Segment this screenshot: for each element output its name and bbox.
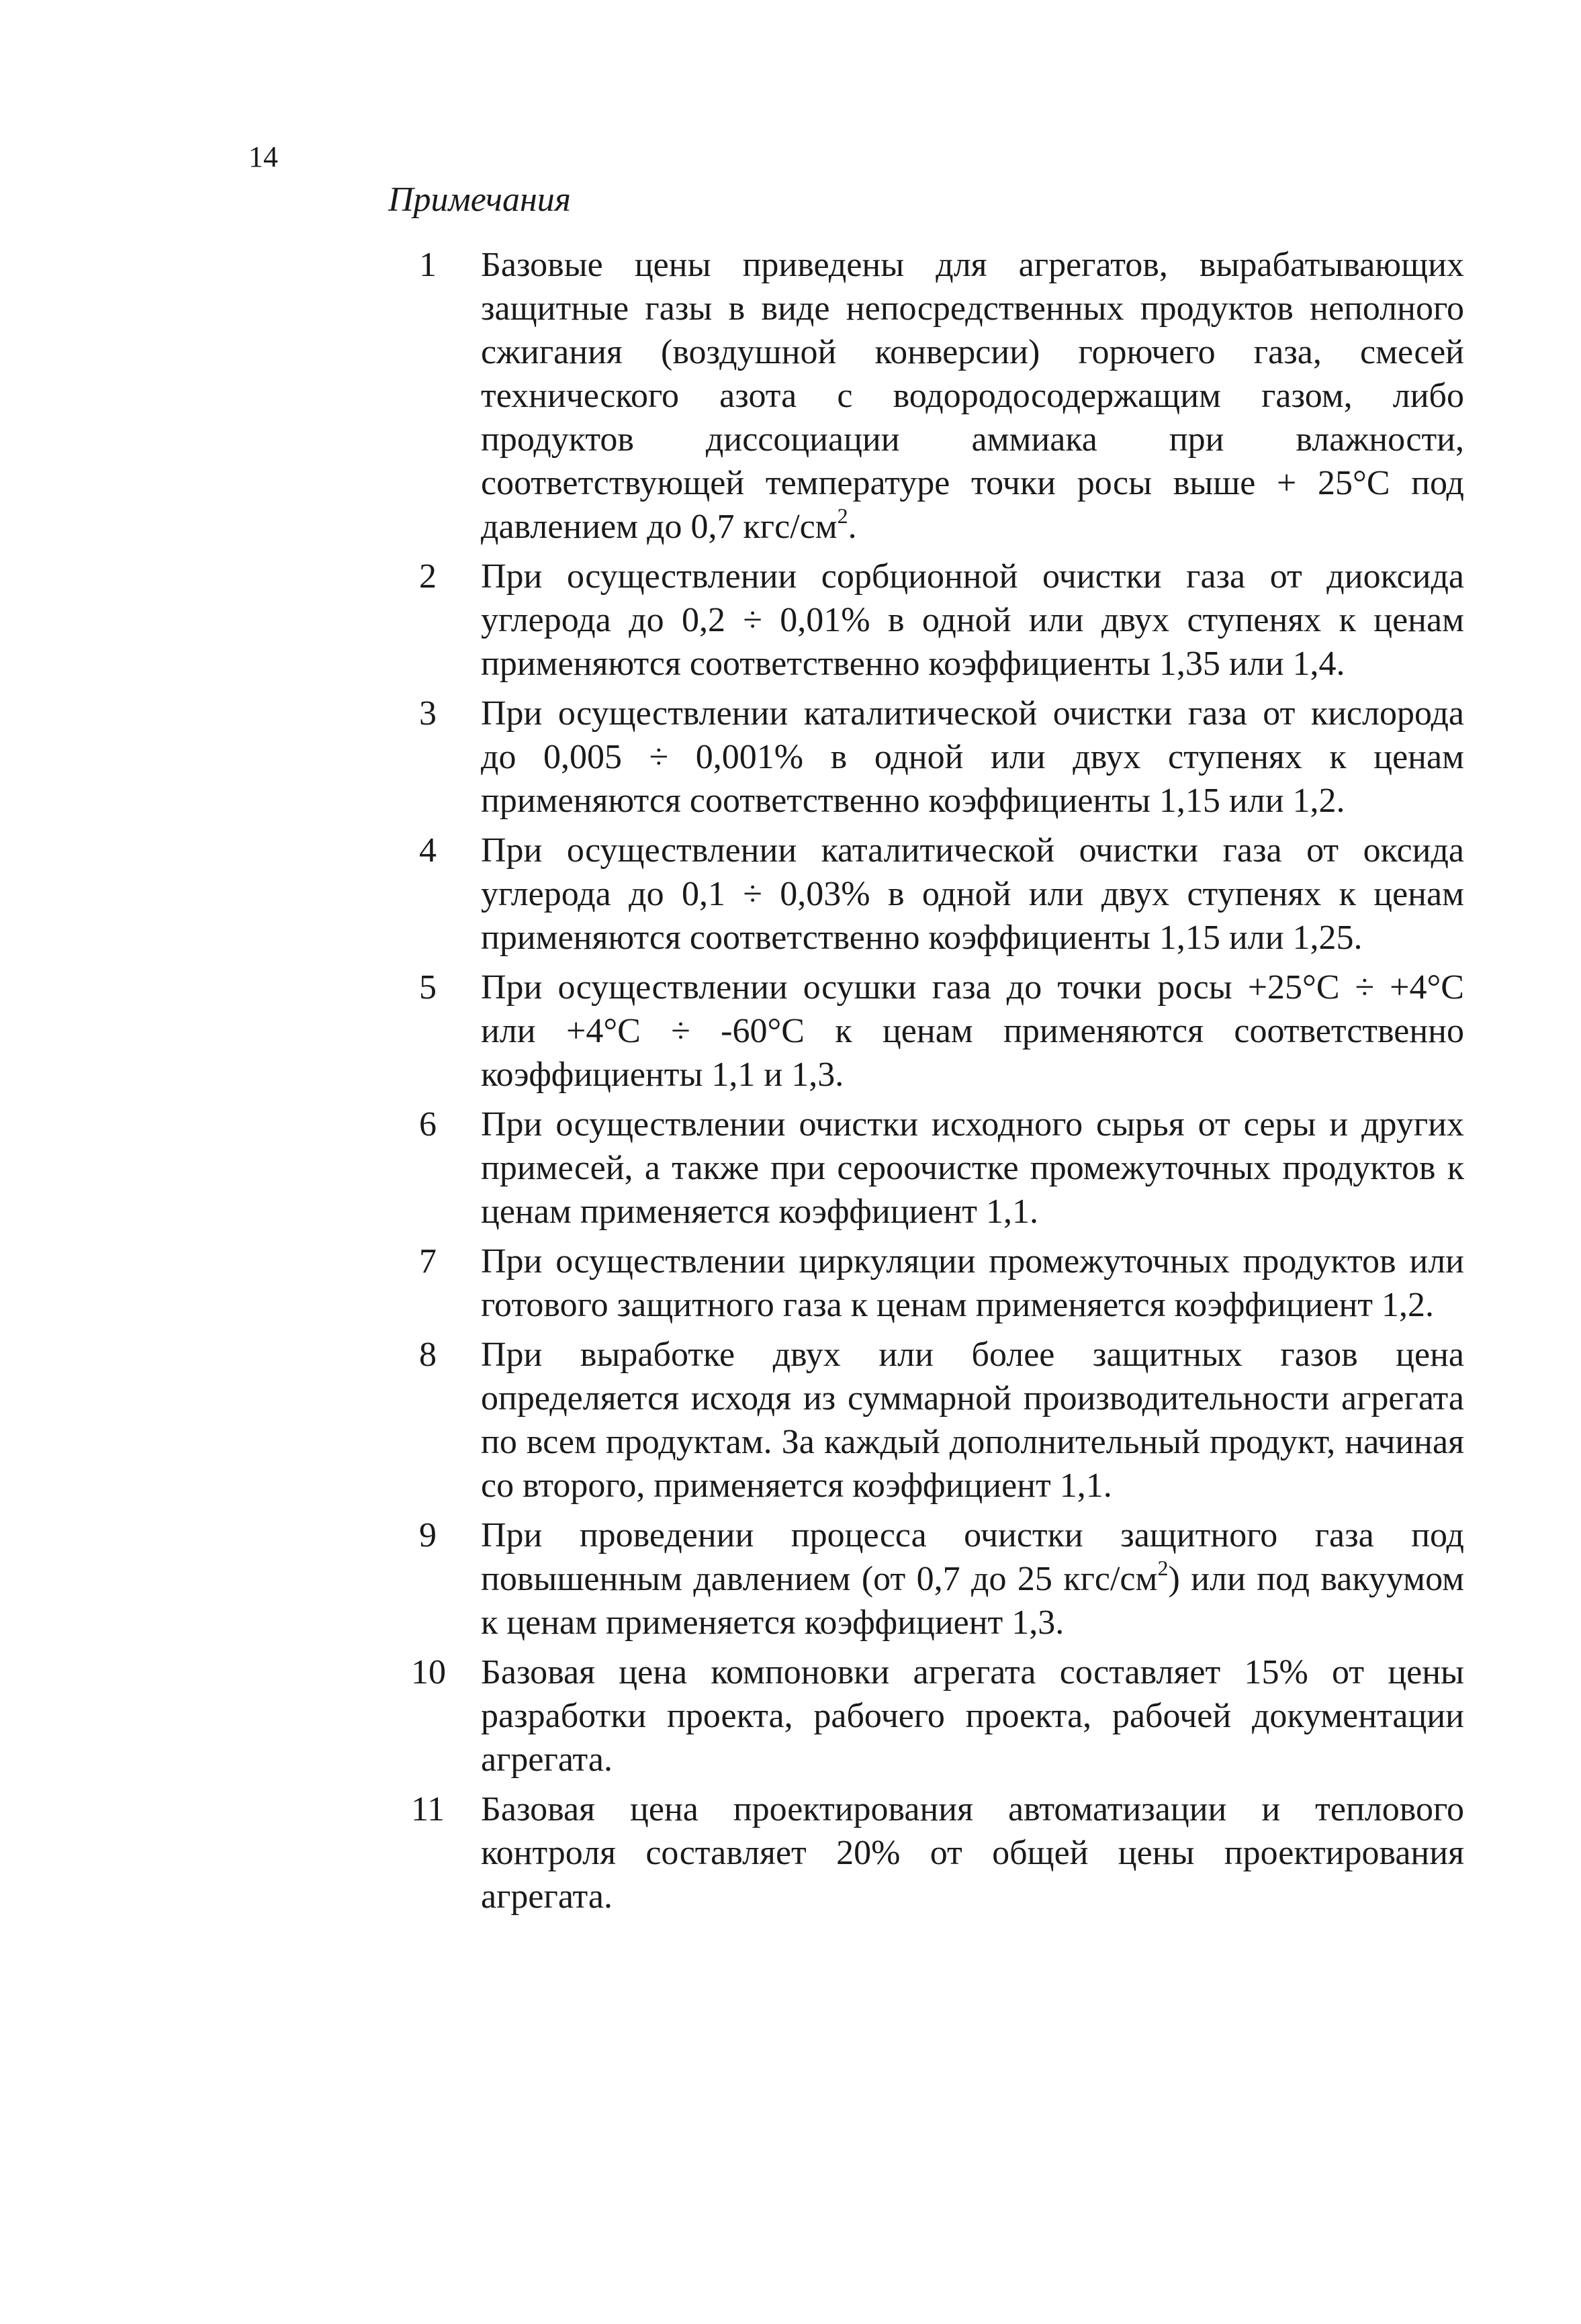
- note-number: 11: [411, 1790, 445, 1828]
- note-item: [416, 243, 1464, 549]
- note-text: При осуществлении очистки исходного сырья от серы и других примесей, а также при сероочистке промежуточных продуктов к ценам применяется коэффициент 1,1.: [481, 1105, 1464, 1231]
- note-text: Базовая цена проектирования автоматизации и теплового контроля составляет 20% от общей цены проектирования агрегата.: [481, 1790, 1464, 1916]
- note-text: При проведении процесса очистки защитного газа под повышенным давлением (от 0,7 до 25 кгс/$см^2$) или под вакуумом к ценам применяется коэффициент 1,3.: [481, 1516, 1465, 1642]
- note-item: [416, 829, 1464, 960]
- note-item: [416, 692, 1464, 823]
- note-text: При осуществлении каталитической очистки газа от кислорода до 0,005 ÷ 0,001% в одной или двух ступенях к ценам применяются соответственно коэффициенты 1,15 или 1,2.: [481, 694, 1464, 820]
- note-number: 6: [419, 1105, 437, 1144]
- note-number: 9: [419, 1516, 437, 1554]
- note-number: 4: [419, 831, 437, 870]
- note-item: [416, 1103, 1464, 1234]
- note-text: При осуществлении сорбционной очистки газа от диоксида углерода до 0,2 ÷ 0,01% в одной или двух ступенях к ценам применяются соответственно коэффициенты 1,35 или 1,4.: [481, 557, 1464, 683]
- note-number: 8: [419, 1336, 437, 1374]
- note-item: [411, 1651, 1464, 1781]
- note-number: 2: [419, 557, 437, 596]
- note-item: [416, 1240, 1464, 1327]
- page-number: 14: [249, 140, 278, 173]
- note-text: Базовая цена компоновки агрегата составляет 15% от цены разработки проекта, рабочего проекта, рабочей документации агрегата.: [481, 1653, 1464, 1779]
- note-item: [416, 555, 1464, 686]
- note-number: 10: [411, 1653, 446, 1691]
- note-text: При осуществлении осушки газа до точки росы +25°С ÷ +4°С или +4°С ÷ -60°С к ценам применяются соответственно коэффициенты 1,1 и 1,3.: [481, 968, 1464, 1094]
- note-item: [416, 1333, 1464, 1507]
- notes-list: [411, 243, 1465, 1924]
- note-item: [416, 1514, 1464, 1644]
- note-item: [411, 1787, 1464, 1918]
- note-number: 3: [419, 694, 437, 733]
- note-text: При выработке двух или более защитных газов цена определяется исходя из суммарной производительности агрегата по всем продуктам. За каждый дополнительный продукт, начиная со второго, применяется коэффициент 1,1.: [481, 1336, 1464, 1505]
- note-number: 5: [419, 968, 437, 1007]
- note-text: При осуществлении циркуляции промежуточных продуктов или готового защитного газа к ценам применяется коэффициент 1,2.: [481, 1242, 1464, 1324]
- notes-heading: Примечания: [388, 181, 571, 219]
- note-text: Базовые цены приведены для агрегатов, вырабатывающих защитные газы в виде непосредственных продуктов неполного сжигания (воздушной конверсии) горючего газа, смесей технического азота с водородосодержащим газом, либо продуктов диссоциации аммиака при влажности, соответствующей температуре точки росы выше + 25°С под давлением до 0,7 кгс/$см^2$.: [481, 246, 1464, 546]
- note-number: 7: [419, 1242, 437, 1281]
- note-text: При осуществлении каталитической очистки газа от оксида углерода до 0,1 ÷ 0,03% в одной или двух ступенях к ценам применяются соответственно коэффициенты 1,15 или 1,25.: [481, 831, 1464, 957]
- note-item: [416, 966, 1464, 1097]
- note-number: 1: [419, 246, 437, 284]
